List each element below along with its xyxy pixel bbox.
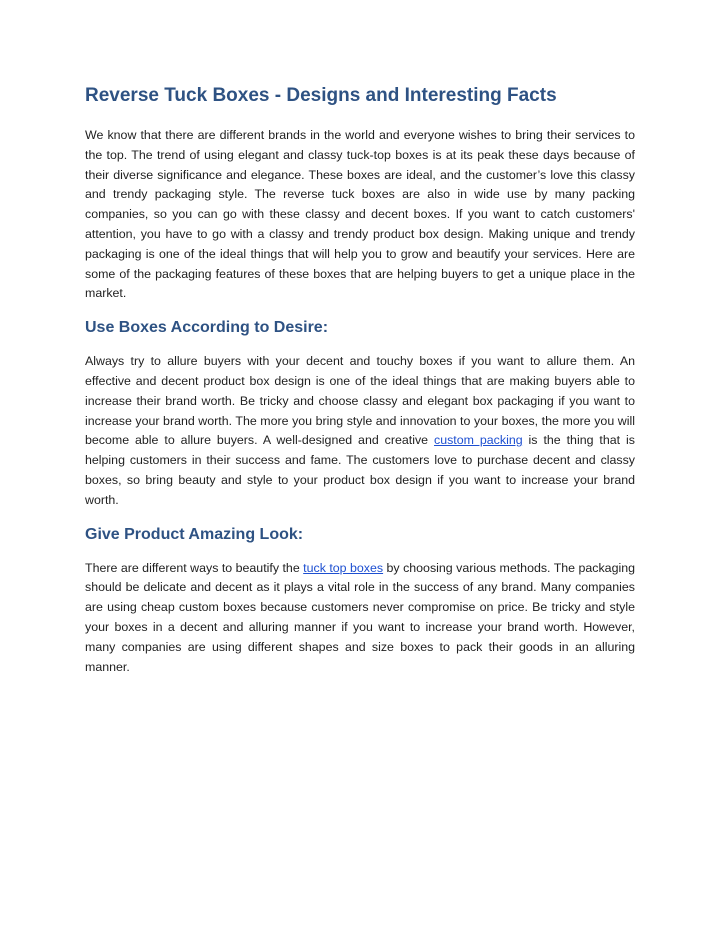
page-title: Reverse Tuck Boxes - Designs and Interesting Facts xyxy=(85,85,557,106)
intro-text: We know that there are different brands in the world and everyone wishes to bring their services to the top. The trend of using elegant and classy tuck-top boxes is at its peak these days because of their diverse significance and elegance. These boxes are ideal, and the customer’s love this classy and trendy packaging style. The reverse tuck boxes are also in wide use by many packing companies, so you can go with these classy and decent boxes. If you want to catch customers' attention, you have to go with a classy and trendy product box design. Making unique and trendy packaging is one of the ideal things that will help you to grow and beautify your services. Here are some of the packaging features of these boxes that are helping buyers to get a unique place in the market. xyxy=(85,128,635,301)
paragraph-text: There are different ways to beautify the xyxy=(85,560,304,575)
intro-paragraph xyxy=(85,126,635,304)
paragraph-text: Always try to allure buyers with your decent and touchy boxes if you want to allure them. An effective and decent product box design is one of the ideal things that are making buyers able to increase their brand worth. Be tricky and choose classy and elegant box packaging if you want to increase your brand worth. The more you bring style and innovation to your boxes, the more you will become able to allure buyers. A well-designed and creative xyxy=(85,354,635,448)
document-page xyxy=(85,82,635,677)
section-paragraph-use-boxes xyxy=(85,352,635,510)
custom-packing-link[interactable]: custom packing xyxy=(434,433,523,448)
section-paragraph-amazing-look xyxy=(85,559,635,678)
tuck-top-boxes-link[interactable]: tuck top boxes xyxy=(303,560,384,575)
section-heading-amazing-look: Give Product Amazing Look: xyxy=(85,525,304,543)
paragraph-text: by choosing various methods. The packaging should be delicate and decent as it plays a vital role in the success of any brand. Many companies are using cheap custom boxes because customers never compromise on price. Be tricky and style your boxes in a decent and alluring manner if you want to increase your brand worth. However, many companies are using different shapes and size boxes to pack their goods in an alluring manner. xyxy=(85,560,636,674)
section-heading-use-boxes: Use Boxes According to Desire: xyxy=(85,319,329,337)
paragraph-text: is the thing that is helping customers in their success and fame. The customers love to purchase decent and classy boxes, so bring beauty and style to your product box design if you want to increase your brand worth. xyxy=(85,433,635,507)
